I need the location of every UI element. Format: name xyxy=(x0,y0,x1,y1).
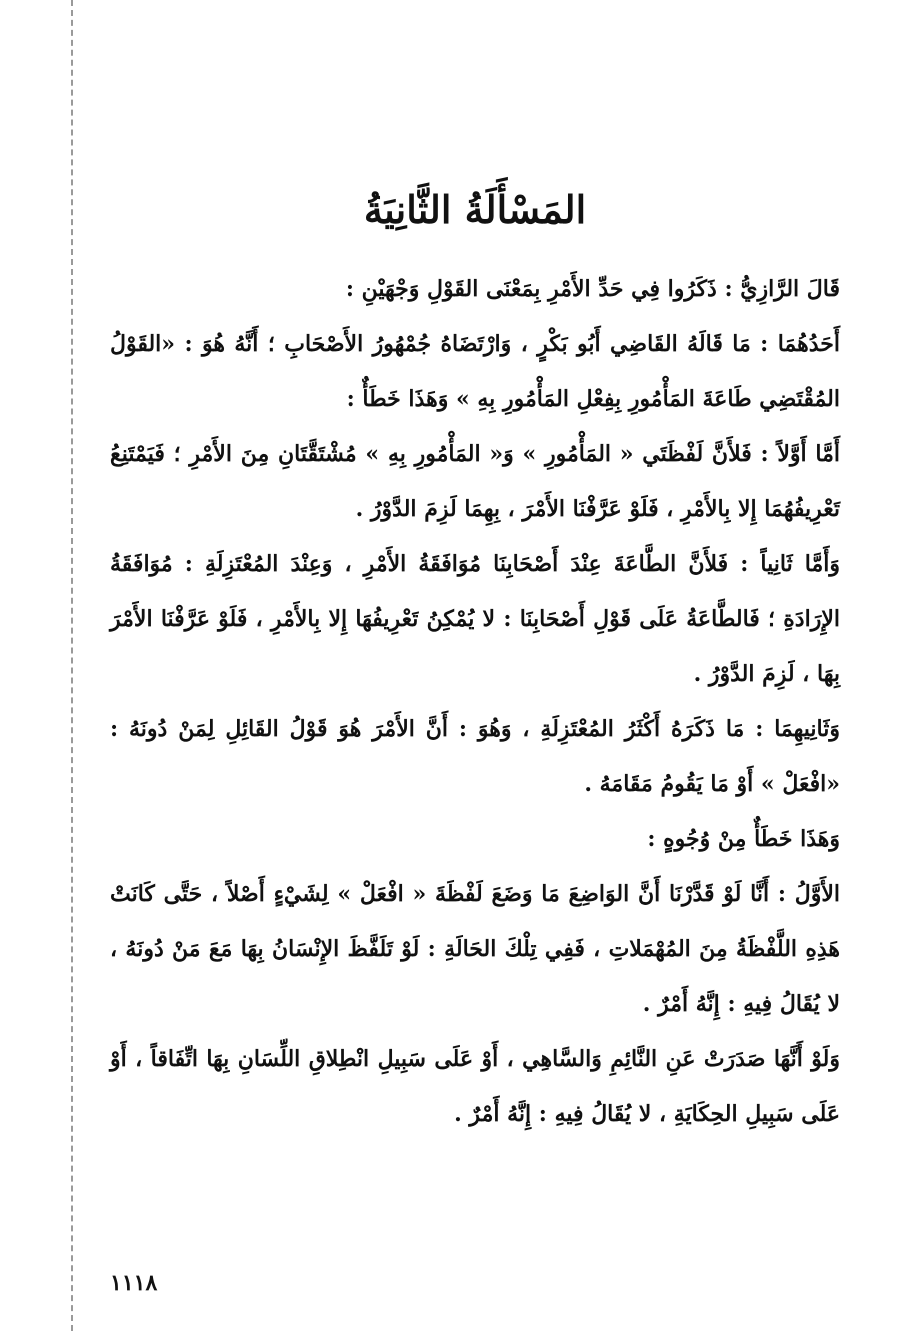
paragraph-second-definition: وَثَانِيهِمَا : مَا ذَكَرَهُ أَكْثَرُ المُعْتَزِلَةِ ، وَهُوَ : أَنَّ الأَمْرَ هُوَ قَوْلُ القَائِلِ لِمَنْ دُونَهُ : «افْعَلْ » أَوْ مَا يَقُومُ مَقَامَهُ . xyxy=(110,716,840,797)
book-page xyxy=(110,0,840,1331)
paragraph-error-heading: وَهَذَا خَطَأٌ مِنْ وُجُوهٍ : xyxy=(647,826,840,852)
section-title: المَسْأَلَةُ الثَّانِيَةُ xyxy=(363,187,587,232)
binding-margin-rule xyxy=(71,0,73,1331)
page-body xyxy=(110,262,840,1142)
paragraph-first-definition: أَحَدُهُمَا : مَا قَالَهُ القَاضِي أَبُو بَكْرٍ ، وَارْتَضَاهُ جُمْهُورُ الأَصْحَابِ ؛ أَنَّهُ هُوَ : «القَوْلُ المُقْتَضِي طَاعَةَ المَأْمُورِ بِفِعْلِ المَأْمُورِ بِهِ » وَهَذَا خَطَأٌ : xyxy=(110,331,840,412)
page-number: ١١١٨ xyxy=(110,1270,158,1296)
paragraph-second-case: وَلَوْ أَنَّهَا صَدَرَتْ عَنِ النَّائِمِ وَالسَّاهِي ، أَوْ عَلَى سَبِيلِ انْطِلاقِ اللِّسَانِ بِهَا اتِّفَاقاً ، أَوْ عَلَى سَبِيلِ الحِكَايَةِ ، لا يُقَالُ فِيهِ : إِنَّهُ أَمْرٌ . xyxy=(110,1046,840,1127)
paragraph-second-objection: وَأَمَّا ثَانِياً : فَلأَنَّ الطَّاعَةَ عِنْدَ أَصْحَابِنَا مُوَافَقَةُ الأَمْرِ ، وَعِنْدَ المُعْتَزِلَةِ : مُوَافَقَةُ الإِرَادَةِ ؛ فَالطَّاعَةُ عَلَى قَوْلِ أَصْحَابِنَا : لا يُمْكِنُ تَعْرِيفُهَا إِلا بِالأَمْرِ ، فَلَوْ عَرَّفْنَا الأَمْرَ بِهَا ، لَزِمَ الدَّوْرُ . xyxy=(110,551,840,687)
paragraph-intro: قَالَ الرَّازِيُّ : ذَكَرُوا فِي حَدِّ الأَمْرِ بِمَعْنَى القَوْلِ وَجْهَيْنِ : xyxy=(345,276,840,302)
paragraph-first-aspect: الأَوَّلُ : أَنَّا لَوْ قَدَّرْنَا أَنَّ الوَاضِعَ مَا وَضَعَ لَفْظَةَ « افْعَلْ » لِشَيْءٍ أَصْلاً ، حَتَّى كَانَتْ هَذِهِ اللَّفْظَةُ مِنَ المُهْمَلاتِ ، فَفِي تِلْكَ الحَالَةِ : لَوْ تَلَفَّظَ الإِنْسَانُ بِهَا مَعَ مَنْ دُونَهُ ، لا يُقَالُ فِيهِ : إِنَّهُ أَمْرٌ . xyxy=(110,881,840,1017)
paragraph-first-objection: أَمَّا أَوَّلاً : فَلأَنَّ لَفْظَتَي « المَأْمُورِ » وَ« المَأْمُورِ بِهِ » مُشْتَقَّتَانِ مِنَ الأَمْرِ ؛ فَيَمْتَنِعُ تَعْرِيفُهُمَا إِلا بِالأَمْرِ ، فَلَوْ عَرَّفْنَا الأَمْرَ ، بِهِمَا لَزِمَ الدَّوْرُ . xyxy=(110,441,840,522)
